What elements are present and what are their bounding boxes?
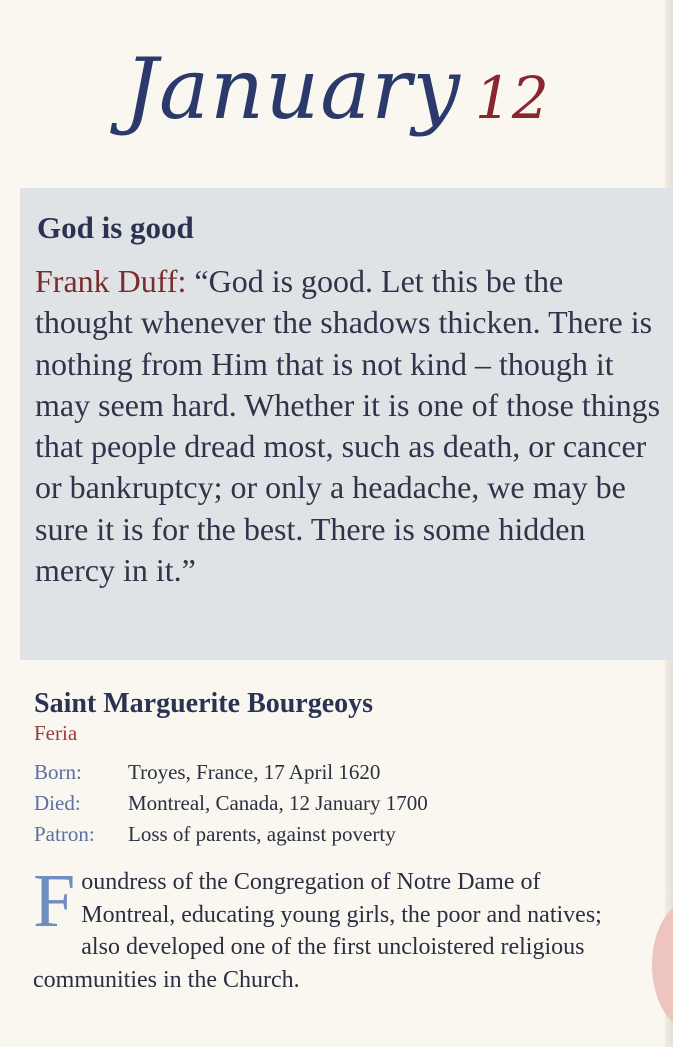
fact-value: Montreal, Canada, 12 January 1700: [128, 791, 428, 815]
biography-text: oundress of the Congregation of Notre Dame of Montreal, educating young girls, the poor and natives; also developed one of the first uncloistered religious communities in the Church.: [33, 869, 602, 993]
saint-name: Saint Marguerite Bourgeoys: [34, 688, 374, 719]
fact-row-died: [34, 791, 428, 822]
fact-row-patron: [34, 822, 428, 853]
saint-biography: [33, 859, 633, 996]
liturgical-rank: Feria: [34, 721, 78, 745]
fact-value: Loss of parents, against poverty: [128, 822, 396, 846]
title-day: 12: [474, 64, 549, 132]
title-month: January: [124, 40, 461, 138]
quote-heading: God is good: [37, 210, 194, 245]
fact-row-born: [34, 760, 428, 791]
fact-label: Patron:: [34, 822, 95, 846]
quote-author: Frank Duff:: [35, 263, 187, 299]
fact-value: Troyes, France, 17 April 1620: [128, 760, 381, 784]
page-corner-tab: [652, 900, 673, 1030]
page-title: [0, 40, 673, 138]
quote-text: “God is good. Let this be the thought whenever the shadows thicken. There is nothing from Him that is not kind – though it may seem hard. Whether it is one of those things that people dread most, such as death, or cancer or bankruptcy; or only a headache, we may be sure it is for the best. There is some hidden mercy in it.”: [35, 263, 661, 589]
quote-body: [35, 261, 665, 591]
saint-facts: [34, 760, 428, 853]
fact-label: Died:: [34, 791, 81, 815]
fact-label: Born:: [34, 760, 82, 784]
drop-cap: F: [33, 859, 76, 943]
